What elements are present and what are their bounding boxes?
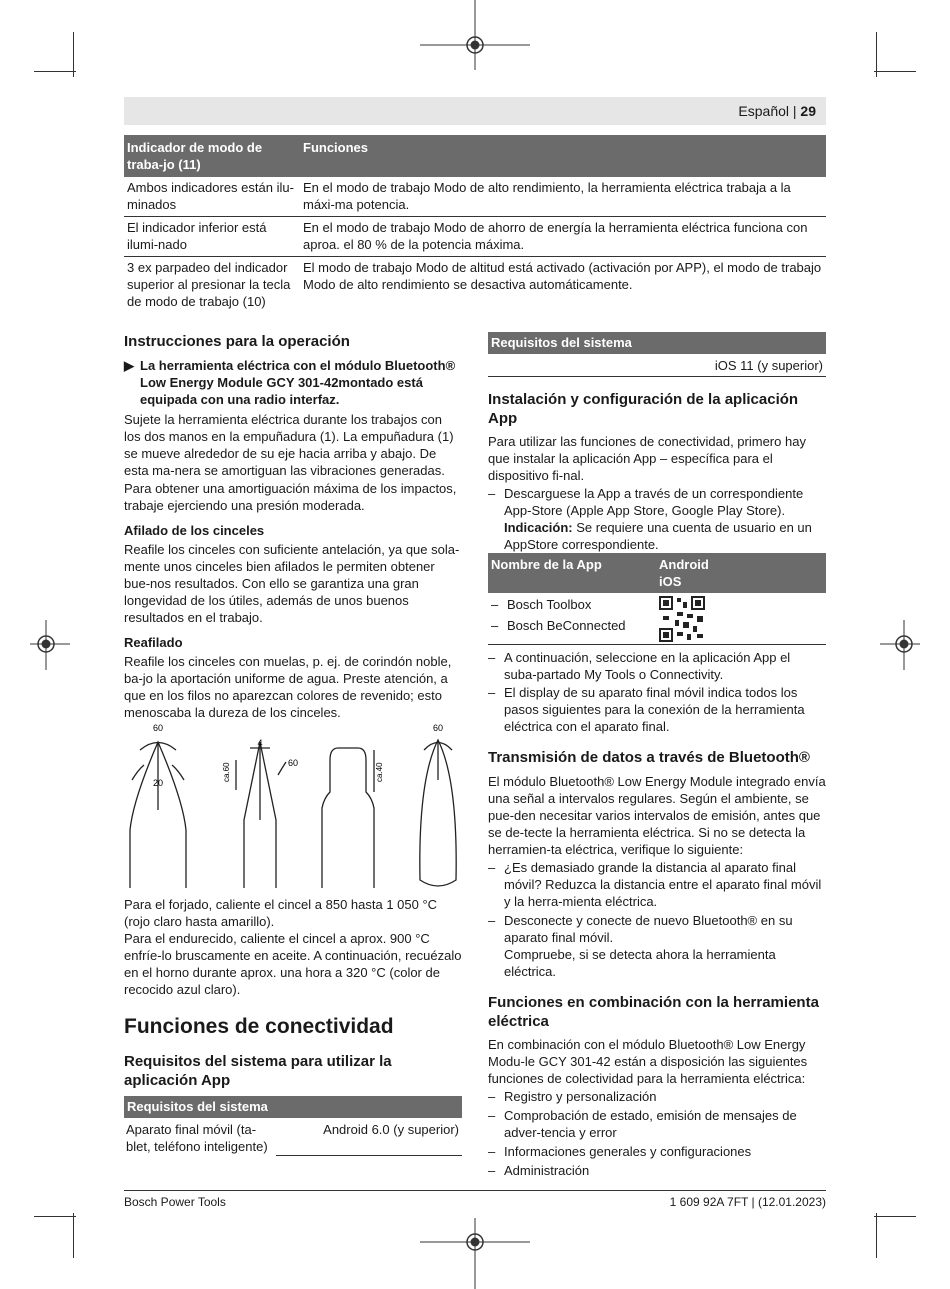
paragraph: Para utilizar las funciones de conectividad, primero hay que instalar la aplicación App – específica para el dispositivo fi-nal. (488, 434, 806, 483)
table-cell: Ambos indicadores están ilu-minados (124, 177, 300, 217)
figure-label: 60 (432, 723, 444, 733)
dash-text: Compruebe, si se detecta ahora la herramienta eléctrica. (504, 947, 776, 979)
dash-marker: – (488, 1108, 496, 1123)
dash-text: El display de su aparato final móvil indica todos los pasos siguientes para la conexión de la herramienta eléctrica con el aparato final. (504, 685, 805, 734)
footer-doc-id: 1 609 92A 7FT | (12.01.2023) (669, 1195, 826, 1209)
list-item (488, 1107, 826, 1141)
paragraph: Reafile los cinceles con suficiente antelación, ya que sola-mente unos cinceles bien afilados le permiten obtener bue-nos resultados. Con ello se garantiza una gran longevidad de los útiles, además de unos buenos resultados en el trabajo. (124, 542, 460, 625)
dash-text: Desconecte y conecte de nuevo Bluetooth® en su aparato final móvil. (504, 913, 793, 945)
list-text: Informaciones generales y configuraciones (504, 1144, 752, 1159)
list-text: Comprobación de estado, emisión de mensajes de adver-tencia y error (504, 1108, 797, 1140)
page-header (124, 97, 826, 125)
registration-mark-icon (420, 1218, 530, 1289)
crop-mark (876, 1213, 877, 1258)
table-cell: En el modo de trabajo Modo de ahorro de energía la herramienta eléctrica funciona con aproa. el 80 % de la potencia máxima. (300, 217, 826, 257)
dash-marker: – (488, 685, 496, 700)
requirements-row (124, 1121, 462, 1159)
table-cell: El indicador inferior está ilumi-nado (124, 217, 300, 257)
registration-mark-icon (880, 620, 920, 670)
paragraph: Para el forjado, caliente el cincel a 850 hasta 1 050 °C (rojo claro hasta amarillo). (124, 897, 438, 929)
table-row (124, 257, 826, 314)
app-name: Bosch Toolbox (507, 597, 592, 612)
indication-label: Indicación: (504, 520, 573, 535)
table-row (124, 177, 826, 217)
section-title: Instrucciones para la operación (124, 333, 350, 350)
divider (488, 644, 826, 645)
crop-mark (874, 71, 916, 72)
section-heading: Funciones de conectividad (124, 1015, 394, 1038)
app-table-col-ios: iOS (659, 574, 682, 589)
app-table (488, 553, 826, 647)
header-page: 29 (800, 103, 816, 119)
dash-item (488, 912, 826, 980)
dash-text: A continuación, seleccione en la aplicación App el suba-partado My Tools o Connectivity. (504, 650, 791, 682)
mode-table (124, 135, 826, 313)
list-item (488, 1088, 826, 1105)
list-item (491, 617, 626, 634)
left-column-lower (124, 896, 462, 1159)
section-title: Funciones en combinación con la herramienta eléctrica (488, 994, 819, 1030)
header-language: Español (738, 103, 789, 119)
requirements-ios: iOS 11 (y superior) (488, 354, 826, 377)
paragraph: Para el endurecido, caliente el cincel a aprox. 900 °C enfríe-lo bruscamente en aceite. A continuación, recuézalo en el horno durante aprox. una hora a 320 °C (color de recocido azul claro). (124, 931, 462, 997)
paragraph: El módulo Bluetooth® Low Energy Module integrado envía una señal a intervalos regulares. Según el ambiente, se pue-den necesitar varios intervalos de emisión, antes que se de-tecte la herramienta eléctrica. Si no se detecta la herramien-ta eléctrica, verifique lo siguiente: (488, 774, 826, 857)
list-item (488, 1162, 826, 1179)
page-number: Español | 29 (738, 103, 816, 119)
crop-mark (34, 71, 76, 72)
triangle-bullet-icon: ▶ (124, 358, 134, 373)
subsection-title: Reafilado (124, 635, 183, 650)
paragraph: Para obtener una amortiguación máxima de los impactos, trabaje ejerciendo una presión moderada. (124, 481, 457, 513)
section-title: Instalación y configuración de la aplicación App (488, 391, 799, 427)
app-name: Bosch BeConnected (507, 618, 626, 633)
dash-marker: – (488, 913, 496, 928)
dash-item (488, 649, 826, 683)
dash-marker: – (488, 1163, 496, 1178)
app-table-col-name: Nombre de la App (491, 557, 602, 572)
dash-text: ¿Es demasiado grande la distancia al aparato final móvil? Reduzca la distancia entre el aparato final móvil y la herra-mienta eléctrica. (504, 860, 822, 909)
list-item (488, 1143, 826, 1160)
figure-label: 60 (152, 723, 164, 733)
list-text: Registro y personalización (504, 1089, 657, 1104)
right-column (488, 332, 826, 1179)
dash-marker: – (488, 1089, 496, 1104)
page-footer (124, 1190, 826, 1211)
divider (276, 1155, 462, 1156)
dash-text: Descarguese la App a través de un correspondiente App-Store (Apple App Store, Google Play Store). (504, 486, 804, 518)
dash-marker: – (488, 860, 496, 875)
dash-item (488, 859, 826, 910)
bullet-item (124, 357, 462, 408)
qr-code-icon (659, 596, 705, 642)
mode-table-header: Indicador de modo de traba-jo (11) (124, 135, 300, 177)
registration-mark-icon (420, 0, 530, 70)
requirements-device: Aparato final móvil (ta-blet, teléfono inteligente) (126, 1122, 268, 1154)
table-cell: 3 ex parpadeo del indicador superior al presionar la tecla de modo de trabajo (10) (127, 260, 291, 309)
crop-mark (34, 1216, 76, 1217)
bullet-text: La herramienta eléctrica con el módulo Bluetooth® Low Energy Module GCY 301-42montado está equipada con una radio interfaz. (140, 358, 456, 407)
table-cell: El modo de trabajo Modo de altitud está activado (activación por APP), el modo de trabajo Modo de alto rendimiento se desactiva automáticamente. (303, 260, 822, 292)
chisel-figure (118, 720, 463, 892)
subsection-title: Afilado de los cinceles (124, 523, 265, 538)
figure-label: 60 (288, 758, 299, 768)
app-table-col-android: Android (659, 557, 709, 572)
mode-table-header: Funciones (300, 135, 826, 177)
figure-label: ca.40 (375, 762, 384, 782)
registration-mark-icon (30, 620, 70, 670)
figure-label: ca.60 (222, 762, 231, 782)
figure-label: 20 (152, 778, 164, 788)
dash-item (488, 485, 826, 553)
figure-label: 4 (257, 738, 263, 748)
requirements-android: Android 6.0 (y superior) (323, 1122, 459, 1137)
dash-marker: – (491, 597, 499, 612)
paragraph: En combinación con el módulo Bluetooth® Low Energy Modu-le GCY 301-42 están a disposición las siguientes funciones de colectividad para la herramienta eléctrica: (488, 1037, 808, 1086)
footer-brand: Bosch Power Tools (124, 1195, 226, 1209)
dash-marker: – (488, 1144, 496, 1159)
list-item (491, 596, 591, 613)
paragraph: Sujete la herramienta eléctrica durante los trabajos con los dos manos en la empuñadura (1). La empuñadura (1) se mueve alrededor de su eje hacia arriba y abajo. De esta ma-nera se amortiguan las vibraciones generadas. (124, 412, 454, 478)
left-column (124, 332, 462, 721)
list-text: Administración (504, 1163, 590, 1178)
requirements-bar: Requisitos del sistema (488, 332, 826, 354)
dash-marker: – (488, 650, 496, 665)
crop-mark (874, 1216, 916, 1217)
crop-mark (73, 1213, 74, 1258)
dash-marker: – (488, 486, 496, 501)
section-title: Transmisión de datos a través de Bluetooth® (488, 749, 810, 766)
dash-item (488, 684, 826, 735)
paragraph: Reafile los cinceles con muelas, p. ej. de corindón noble, ba-jo la aportación uniforme de agua. Preste atención, a que en los filos no aparezcan colores de revenido; esto menoscaba la dureza de los cinceles. (124, 654, 452, 720)
table-cell: En el modo de trabajo Modo de alto rendimiento, la herramienta eléctrica trabaja a la máxi-ma potencia. (300, 177, 826, 217)
section-title: Requisitos del sistema para utilizar la aplicación App (124, 1053, 392, 1089)
requirements-bar: Requisitos del sistema (124, 1096, 462, 1118)
table-row (124, 217, 826, 257)
indication-text: Se requiere una cuenta de usuario en un AppStore correspondiente. (504, 520, 812, 552)
dash-marker: – (491, 618, 499, 633)
